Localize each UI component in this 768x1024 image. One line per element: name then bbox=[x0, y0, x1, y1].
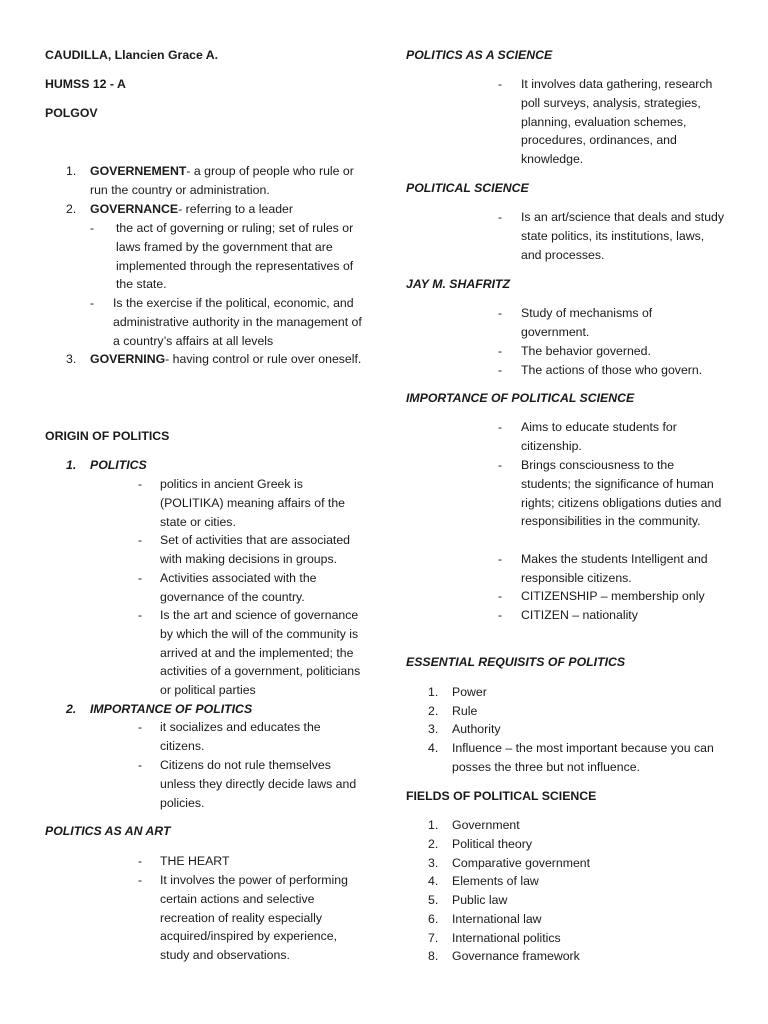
dash-marker: - bbox=[138, 608, 143, 622]
imp-polsci-bullet-3 bbox=[498, 550, 726, 588]
bullet-text: It involves the power of performing certain actions and selective recreation of reality especially acquired/inspired by experience, study and observations. bbox=[160, 873, 348, 963]
field-text: Political theory bbox=[452, 837, 532, 851]
list-number: 2. bbox=[66, 702, 77, 716]
importance-subheading bbox=[66, 700, 366, 719]
definition-item-3 bbox=[66, 350, 366, 369]
bullet-text: the act of governing or ruling; set of rules or laws framed by the government that are implemented through the representatives of the state. bbox=[116, 221, 354, 292]
definition-term: GOVERNEMENT bbox=[90, 164, 187, 178]
dash-marker: - bbox=[138, 571, 143, 585]
field-item-2 bbox=[428, 835, 728, 854]
importance-bullet-1 bbox=[138, 718, 366, 756]
definition-item-1 bbox=[66, 162, 366, 200]
field-item-4 bbox=[428, 872, 728, 891]
bullet-text: CITIZENSHIP – membership only bbox=[521, 589, 705, 603]
dash-marker: - bbox=[498, 77, 503, 91]
shafritz-heading: JAY M. SHAFRITZ bbox=[406, 277, 511, 291]
list-number: 2. bbox=[428, 837, 439, 851]
list-number: 4. bbox=[428, 741, 439, 755]
imp-polsci-bullet-1 bbox=[498, 418, 726, 456]
governance-bullet-2 bbox=[90, 294, 365, 350]
bullet-text: Makes the students Intelligent and responsible citizens. bbox=[521, 552, 708, 585]
list-number: 3. bbox=[428, 856, 439, 870]
art-heading: POLITICS AS AN ART bbox=[45, 824, 171, 838]
requisites-heading: ESSENTIAL REQUISITS OF POLITICS bbox=[406, 655, 626, 669]
imp-polsci-bullet-2 bbox=[498, 456, 726, 531]
dash-marker: - bbox=[498, 363, 503, 377]
art-bullet-1 bbox=[138, 852, 366, 871]
list-number: 6. bbox=[428, 912, 439, 926]
requisite-text: Power bbox=[452, 685, 487, 699]
imp-polsci-heading: IMPORTANCE OF POLITICAL SCIENCE bbox=[406, 391, 635, 405]
dash-marker: - bbox=[498, 420, 503, 434]
dash-marker: - bbox=[498, 589, 503, 603]
definition-desc: - having control or rule over oneself. bbox=[165, 352, 362, 366]
definition-text bbox=[90, 350, 366, 369]
requisite-text: Influence – the most important because you can posses the three but not influence. bbox=[452, 741, 714, 774]
bullet-text: Activities associated with the governance of the country. bbox=[160, 571, 317, 604]
field-text: Government bbox=[452, 818, 520, 832]
requisite-item-4 bbox=[428, 739, 728, 777]
bullet-text: Study of mechanisms of government. bbox=[521, 306, 653, 339]
requisite-item-3 bbox=[428, 720, 728, 739]
bullet-text: The behavior governed. bbox=[521, 344, 651, 358]
list-number: 1. bbox=[66, 164, 77, 178]
fields-heading: FIELDS OF POLITICAL SCIENCE bbox=[406, 789, 597, 803]
requisite-text: Rule bbox=[452, 704, 478, 718]
dash-marker: - bbox=[498, 458, 503, 472]
list-number: 5. bbox=[428, 893, 439, 907]
bullet-text: politics in ancient Greek is (POLITIKA) meaning affairs of the state or cities. bbox=[160, 477, 345, 529]
dash-marker: - bbox=[138, 720, 143, 734]
subheading-text: IMPORTANCE OF POLITICS bbox=[90, 702, 253, 716]
list-number: 1. bbox=[428, 685, 439, 699]
field-item-7 bbox=[428, 929, 728, 948]
bullet-text: THE HEART bbox=[160, 854, 230, 868]
imp-polsci-bullet-4 bbox=[498, 587, 726, 606]
requisite-text: Authority bbox=[452, 722, 501, 736]
field-text: Comparative government bbox=[452, 856, 591, 870]
shafritz-bullet-2 bbox=[498, 342, 726, 361]
field-text: Governance framework bbox=[452, 949, 580, 963]
shafritz-bullet-3 bbox=[498, 361, 726, 380]
definition-desc: - referring to a leader bbox=[178, 202, 293, 216]
list-number: 2. bbox=[66, 202, 77, 216]
art-bullet-2 bbox=[138, 871, 366, 965]
definition-term: GOVERNING bbox=[90, 352, 166, 366]
politics-subheading bbox=[66, 456, 366, 475]
class-section: HUMSS 12 - A bbox=[45, 77, 126, 91]
dash-marker: - bbox=[498, 608, 503, 622]
bullet-text: Aims to educate students for citizenship. bbox=[521, 420, 677, 453]
subject-code: POLGOV bbox=[45, 106, 98, 120]
bullet-text: The actions of those who govern. bbox=[521, 363, 703, 377]
definition-item-2 bbox=[66, 200, 366, 219]
dash-marker: - bbox=[138, 758, 143, 772]
polsci-heading: POLITICAL SCIENCE bbox=[406, 181, 529, 195]
requisite-item-2 bbox=[428, 702, 728, 721]
bullet-text: Citizens do not rule themselves unless they directly decide laws and policies. bbox=[160, 758, 357, 810]
imp-polsci-bullet-5 bbox=[498, 606, 726, 625]
student-name: CAUDILLA, Llancien Grace A. bbox=[45, 48, 219, 62]
dash-marker: - bbox=[138, 854, 143, 868]
polsci-bullet-1 bbox=[498, 208, 726, 264]
list-number: 1. bbox=[66, 458, 77, 472]
list-number: 3. bbox=[428, 722, 439, 736]
bullet-text: it socializes and educates the citizens. bbox=[160, 720, 321, 753]
list-number: 2. bbox=[428, 704, 439, 718]
field-item-1 bbox=[428, 816, 728, 835]
dash-marker: - bbox=[498, 210, 503, 224]
bullet-text: Is the exercise if the political, economic, and administrative authority in the management of a country’s affairs at all levels bbox=[113, 296, 362, 348]
requisite-item-1 bbox=[428, 683, 728, 702]
list-number: 3. bbox=[66, 352, 77, 366]
field-text: International law bbox=[452, 912, 542, 926]
science-bullet-1 bbox=[498, 75, 726, 169]
dash-marker: - bbox=[498, 344, 503, 358]
definition-text bbox=[90, 200, 366, 219]
bullet-text: Set of activities that are associated with making decisions in groups. bbox=[160, 533, 351, 566]
definition-term: GOVERNANCE bbox=[90, 202, 179, 216]
politics-bullet-1 bbox=[138, 475, 366, 531]
bullet-text: Is the art and science of governance by which the will of the community is arrived at and the implemented; the activities of a government, politicians or political parties bbox=[160, 608, 361, 698]
list-number: 8. bbox=[428, 949, 439, 963]
field-item-8 bbox=[428, 947, 728, 966]
bullet-text: It involves data gathering, research poll surveys, analysis, strategies, planning, evaluation schemes, procedures, ordinances, and knowledge. bbox=[521, 77, 713, 167]
list-number: 4. bbox=[428, 874, 439, 888]
field-item-3 bbox=[428, 854, 728, 873]
dash-marker: - bbox=[498, 306, 503, 320]
science-heading: POLITICS AS A SCIENCE bbox=[406, 48, 553, 62]
politics-bullet-3 bbox=[138, 569, 366, 607]
bullet-text: Is an art/science that deals and study state politics, its institutions, laws, and processes. bbox=[521, 210, 725, 262]
field-text: International politics bbox=[452, 931, 561, 945]
dash-marker: - bbox=[138, 533, 143, 547]
subheading-text: POLITICS bbox=[90, 458, 147, 472]
governance-bullet-1 bbox=[90, 219, 365, 294]
shafritz-bullet-1 bbox=[498, 304, 726, 342]
dash-marker: - bbox=[90, 296, 95, 310]
field-text: Elements of law bbox=[452, 874, 539, 888]
bullet-text: CITIZEN – nationality bbox=[521, 608, 638, 622]
dash-marker: - bbox=[138, 477, 143, 491]
dash-marker: - bbox=[498, 552, 503, 566]
list-number: 7. bbox=[428, 931, 439, 945]
origin-heading: ORIGIN OF POLITICS bbox=[45, 429, 170, 443]
importance-bullet-2 bbox=[138, 756, 366, 812]
politics-bullet-4 bbox=[138, 606, 366, 700]
field-item-6 bbox=[428, 910, 728, 929]
bullet-text: Brings consciousness to the students; the significance of human rights; citizens obligations duties and responsibilities in the community. bbox=[521, 458, 722, 529]
definition-text bbox=[90, 162, 366, 200]
field-text: Public law bbox=[452, 893, 508, 907]
list-number: 1. bbox=[428, 818, 439, 832]
dash-marker: - bbox=[138, 873, 143, 887]
politics-bullet-2 bbox=[138, 531, 366, 569]
field-item-5 bbox=[428, 891, 728, 910]
definition-desc: - a group of people who rule or run the country or administration. bbox=[90, 164, 354, 197]
dash-marker: - bbox=[90, 221, 95, 235]
